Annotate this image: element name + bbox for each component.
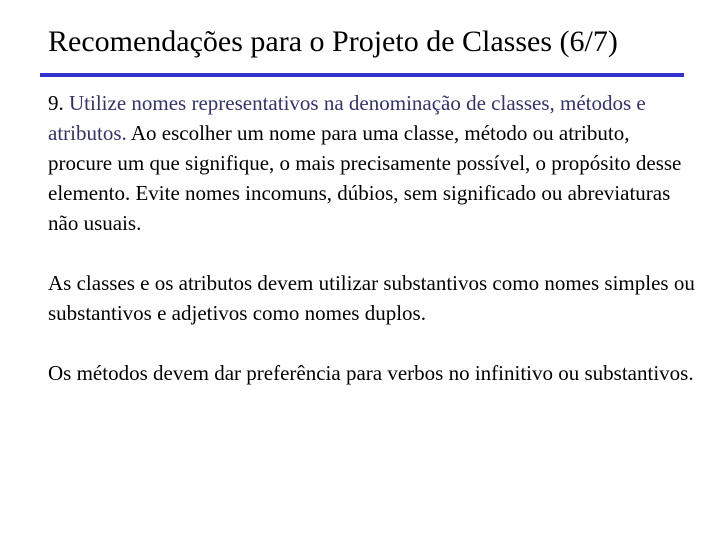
paragraph-recommendation-9 <box>48 88 698 238</box>
paragraph-classes-attributes: As classes e os atributos devem utilizar substantivos como nomes simples ou substantivos e adjetivos como nomes duplos. <box>48 271 695 325</box>
title-underline <box>40 73 684 77</box>
slide-body <box>48 88 698 418</box>
recommendation-detail: Ao escolher um nome para uma classe, método ou atributo, procure um que signifique, o mais precisamente possível, o propósito desse elemento. Evite nomes incomuns, dúbios, sem significado ou abreviaturas não usuais. <box>48 121 682 235</box>
item-number: 9. <box>48 91 64 115</box>
paragraph-methods: Os métodos devem dar preferência para verbos no infinitivo ou substantivos. <box>48 361 694 385</box>
recommendation-lead: Utilize nomes representativos na denominação de classes, métodos e atributos. <box>48 91 646 145</box>
slide-title: Recomendações para o Projeto de Classes (6/7) <box>48 25 618 58</box>
